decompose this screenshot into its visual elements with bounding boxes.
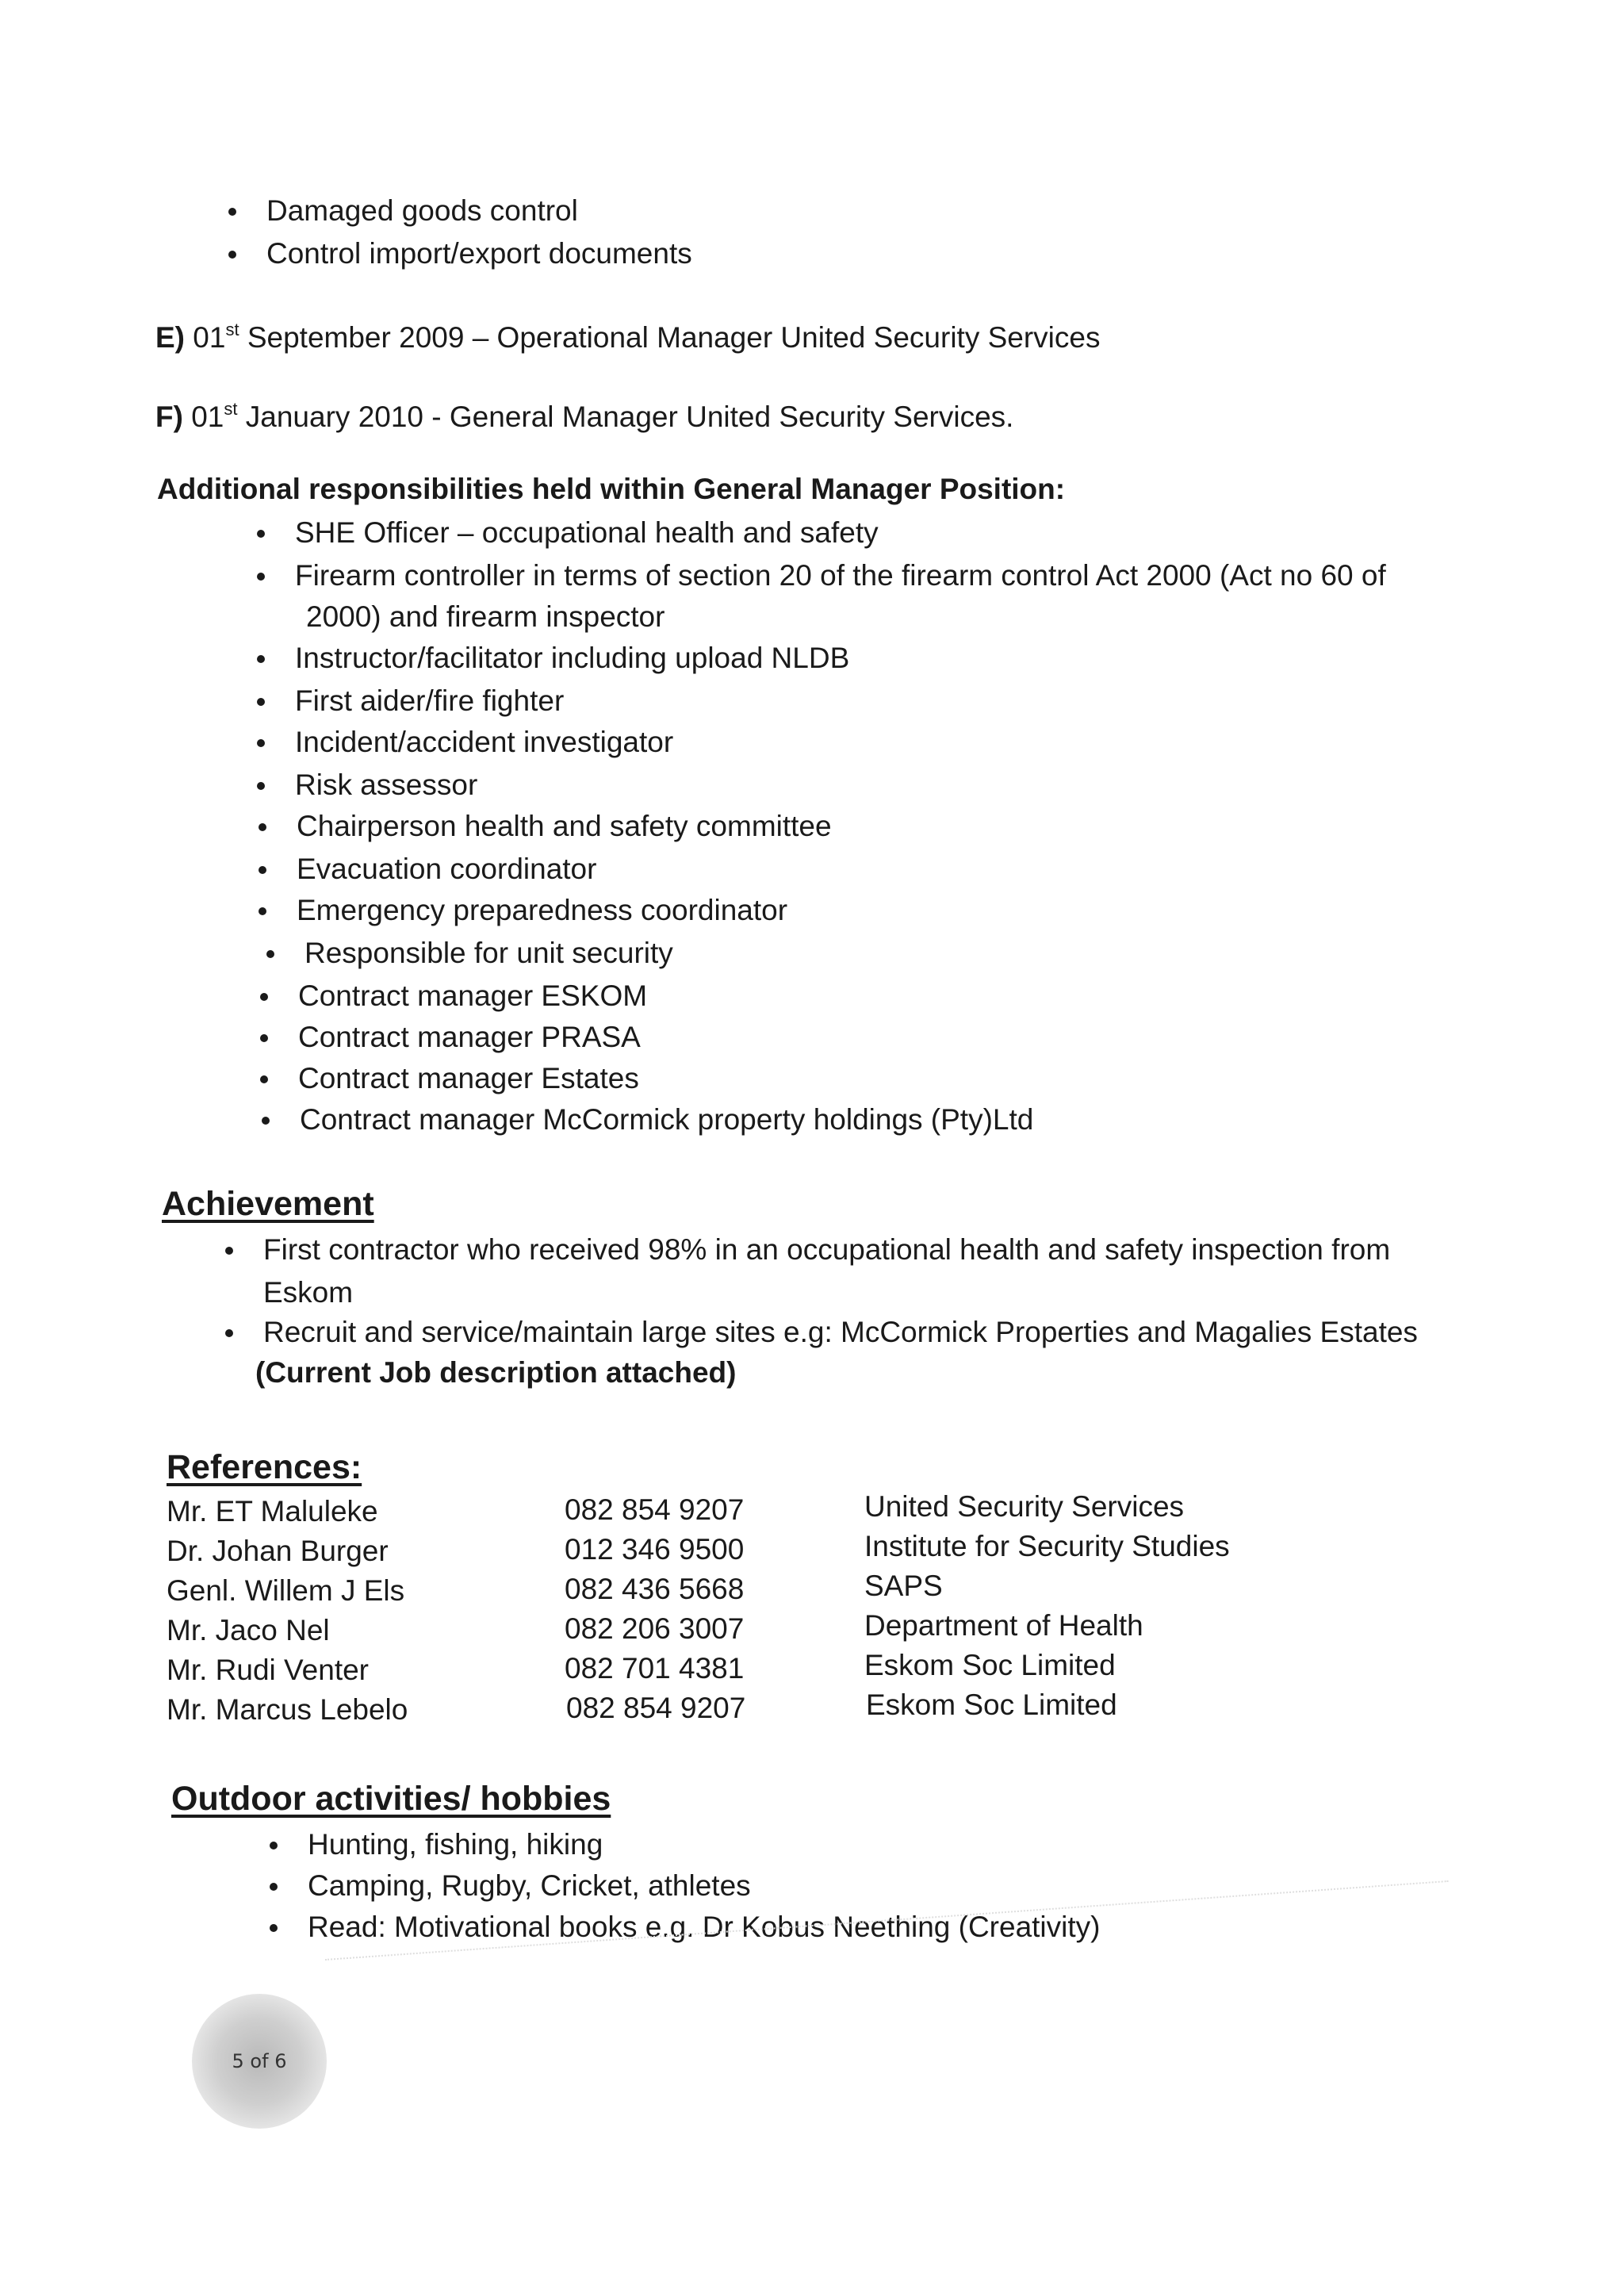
reference-org: Department of Health: [864, 1609, 1143, 1642]
reference-name: Mr. Jaco Nel: [167, 1614, 330, 1646]
list-item: Chairperson health and safety committee: [297, 810, 832, 842]
reference-phone: 082 854 9207: [566, 1692, 746, 1724]
reference-name: Dr. Johan Burger: [167, 1535, 389, 1567]
reference-org: Institute for Security Studies: [864, 1530, 1230, 1562]
list-item: SHE Officer – occupational health and safety: [295, 516, 879, 549]
entry-letter: E): [155, 321, 185, 354]
list-item: Risk assessor: [295, 769, 478, 801]
list-item: Damaged goods control: [266, 194, 578, 227]
list-item: Camping, Rugby, Cricket, athletes: [308, 1869, 751, 1902]
reference-phone: 082 436 5668: [565, 1573, 745, 1605]
entry-f: [155, 400, 1013, 435]
reference-phone: 082 854 9207: [565, 1493, 745, 1526]
references-title: References:: [167, 1448, 362, 1486]
list-item: Hunting, fishing, hiking: [308, 1828, 603, 1861]
list-item: Incident/accident investigator: [295, 726, 674, 758]
additional-continuation: 2000) and firearm inspector: [306, 600, 665, 633]
entry-day: 01: [191, 401, 224, 433]
list-item: Firearm controller in terms of section 20 of the firearm control Act 2000 (Act no 60 of: [295, 559, 1386, 592]
list-item: First contractor who received 98% in an occupational health and safety inspection from: [263, 1233, 1391, 1266]
list-item: Contract manager Estates: [298, 1062, 639, 1094]
list-item: Emergency preparedness coordinator: [297, 894, 788, 926]
reference-org: Eskom Soc Limited: [866, 1688, 1117, 1721]
list-item: Evacuation coordinator: [297, 853, 597, 885]
job-description-note: (Current Job description attached): [255, 1356, 737, 1389]
list-item: Contract manager McCormick property holdings (Pty)Ltd: [300, 1103, 1034, 1136]
entry-e: [155, 320, 1100, 355]
list-item: Contract manager PRASA: [298, 1021, 641, 1053]
reference-name: Mr. Rudi Venter: [167, 1654, 370, 1686]
entry-text: September 2009 – Operational Manager United Security Services: [239, 321, 1101, 354]
reference-phone: 012 346 9500: [565, 1533, 745, 1566]
entry-day-suffix: st: [225, 319, 239, 339]
reference-name: Mr. Marcus Lebelo: [167, 1693, 408, 1726]
hobbies-title: Outdoor activities/ hobbies: [171, 1780, 611, 1818]
entry-day: 01: [193, 321, 226, 354]
reference-phone: 082 701 4381: [565, 1652, 745, 1685]
reference-org: United Security Services: [864, 1490, 1185, 1523]
list-item: Control import/export documents: [266, 237, 692, 270]
list-item: First aider/fire fighter: [295, 684, 565, 717]
page-number: 5 of 6: [232, 2050, 287, 2072]
reference-org: SAPS: [864, 1570, 943, 1602]
list-item: Read: Motivational books e.g. Dr Kobus Neething (Creativity): [308, 1911, 1101, 1943]
list-item: Instructor/facilitator including upload NLDB: [295, 642, 850, 674]
reference-name: Mr. ET Maluleke: [167, 1495, 378, 1527]
achievement-continuation: Eskom: [263, 1276, 354, 1309]
reference-name: Genl. Willem J Els: [167, 1574, 405, 1607]
list-item: Responsible for unit security: [304, 937, 673, 969]
reference-org: Eskom Soc Limited: [864, 1649, 1116, 1681]
entry-letter: F): [155, 401, 183, 433]
page-number-badge: [192, 1994, 327, 2129]
entry-day-suffix: st: [224, 398, 238, 419]
entry-text: January 2010 - General Manager United Security Services.: [237, 401, 1014, 433]
reference-phone: 082 206 3007: [565, 1612, 745, 1645]
list-item: Contract manager ESKOM: [298, 979, 648, 1012]
achievement-title: Achievement: [162, 1185, 374, 1223]
additional-heading: Additional responsibilities held within General Manager Position:: [157, 473, 1066, 505]
list-item: Recruit and service/maintain large sites e.g: McCormick Properties and Magalies Estates: [263, 1316, 1418, 1348]
